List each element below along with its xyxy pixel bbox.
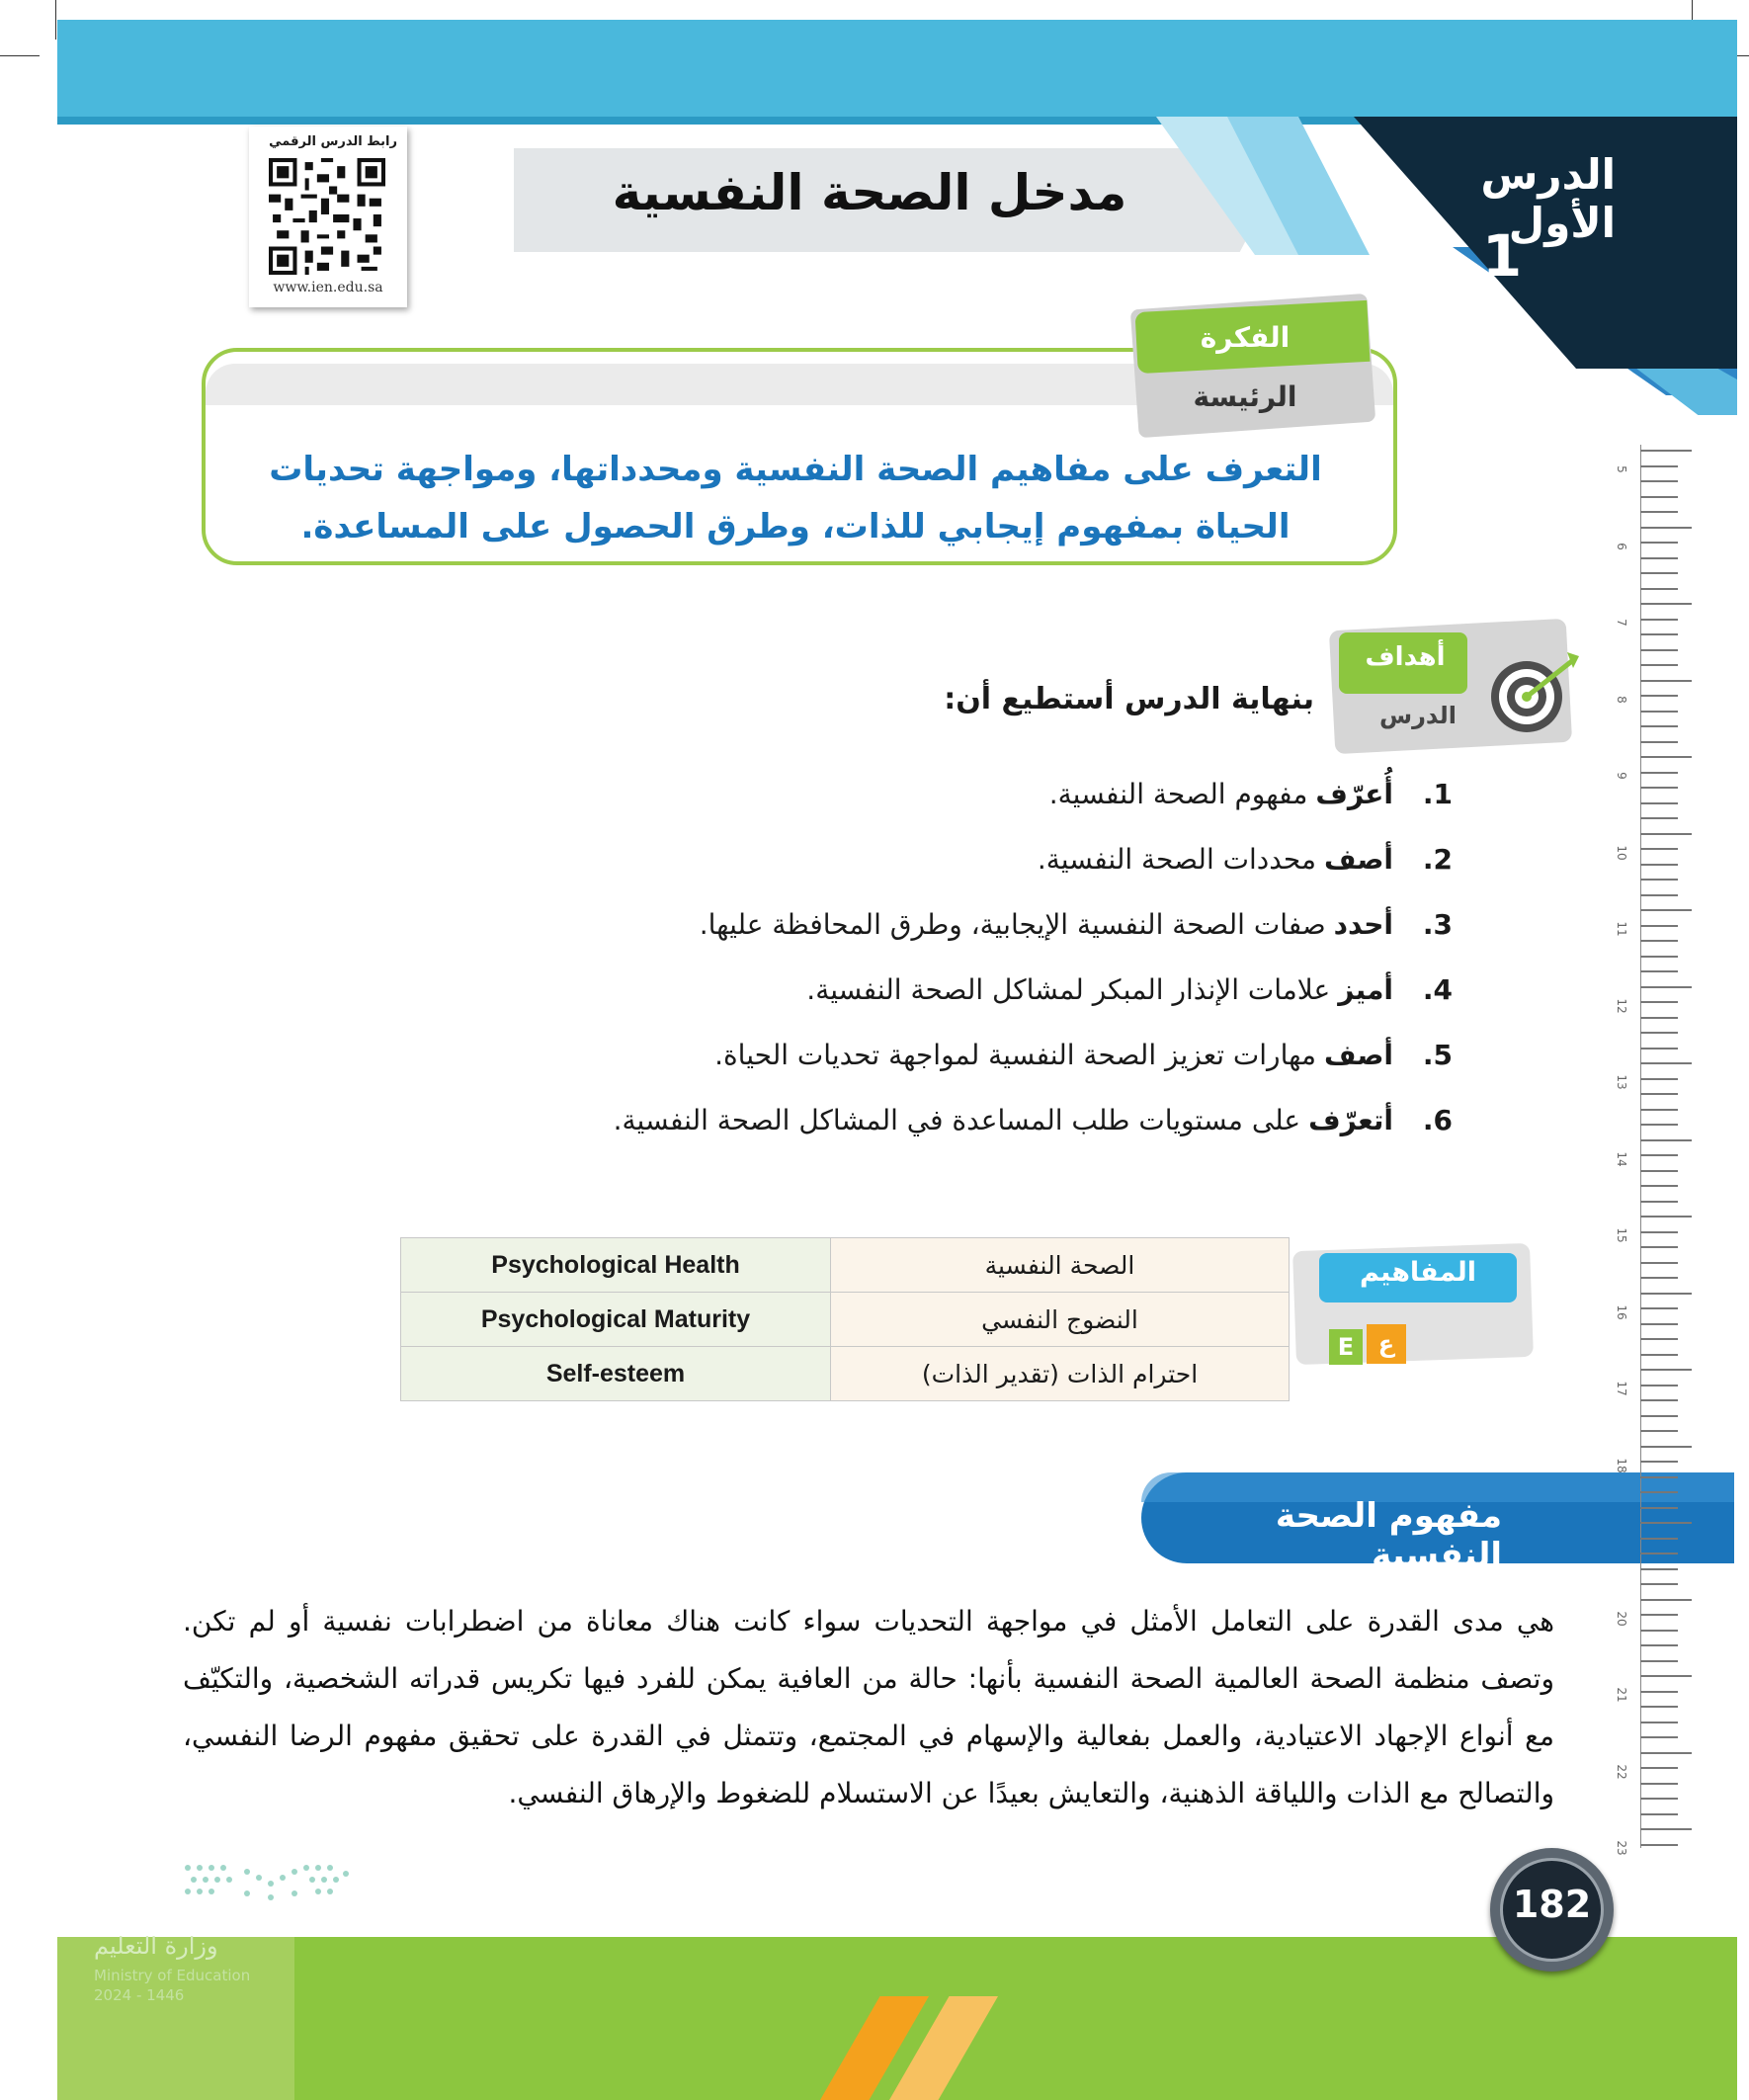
- concept-ar: احترام الذات (تقدير الذات): [831, 1347, 1290, 1401]
- concept-en: Psychological Health: [401, 1238, 831, 1293]
- concept-en: Psychological Maturity: [401, 1293, 831, 1347]
- ruler-tick: [1640, 1752, 1692, 1754]
- ruler-number: 5: [1615, 465, 1628, 473]
- ruler-tick: [1640, 1399, 1678, 1401]
- concepts-table: [400, 1237, 1290, 1401]
- ruler-tick: [1640, 695, 1678, 697]
- ruler-tick: [1640, 1461, 1678, 1463]
- goal-text: علامات الإنذار المبكر لمشاكل الصحة النفسية.: [806, 972, 1331, 1006]
- ruler-tick: [1640, 817, 1678, 819]
- ruler-tick: [1640, 725, 1678, 727]
- goal-verb: أصف: [1324, 1038, 1393, 1071]
- ministry-logo-icon: [178, 1858, 356, 1917]
- qr-caption: رابط الدرس الرقمي: [269, 134, 397, 149]
- goal-item: [553, 761, 1453, 826]
- goal-verb: أتعرّف: [1308, 1103, 1393, 1136]
- ruler-tick: [1640, 1844, 1678, 1846]
- ruler-tick: [1640, 557, 1678, 559]
- ruler-tick: [1640, 603, 1692, 605]
- goal-text: صفات الصحة النفسية الإيجابية، وطرق المحافظة عليها.: [699, 907, 1326, 941]
- ruler-tick: [1640, 711, 1678, 713]
- ruler-tick: [1640, 1691, 1678, 1693]
- qr-url: www.ien.edu.sa: [273, 280, 383, 295]
- main-idea-tag-label: الرئيسة: [1193, 380, 1297, 413]
- ruler-tick: [1640, 1630, 1678, 1632]
- ruler-tick: [1640, 1828, 1692, 1830]
- ruler-tick: [1640, 633, 1678, 635]
- footer-panel: [57, 1937, 294, 2100]
- ruler-tick: [1640, 940, 1678, 942]
- page-number: 182: [1512, 1883, 1592, 1926]
- ruler-number: 7: [1615, 619, 1628, 627]
- target-icon: [1482, 642, 1581, 741]
- english-badge-icon: E: [1329, 1329, 1363, 1365]
- ruler-tick: [1640, 1369, 1692, 1371]
- goal-number: 6.: [1422, 1103, 1453, 1136]
- ruler-tick: [1640, 756, 1692, 758]
- ruler-tick: [1640, 649, 1678, 651]
- goal-verb: أحدد: [1333, 907, 1393, 941]
- concept-ar: الصحة النفسية: [831, 1238, 1290, 1293]
- ruler-tick: [1640, 1767, 1678, 1769]
- page-title: مدخل الصحة النفسية: [612, 164, 1127, 221]
- ruler-tick: [1640, 1293, 1692, 1295]
- qr-code-icon[interactable]: [269, 158, 385, 275]
- goal-item: [553, 1022, 1453, 1087]
- ruler-number: 13: [1615, 1074, 1628, 1090]
- ruler-tick: [1640, 1124, 1678, 1126]
- ruler-tick: [1640, 956, 1678, 958]
- ruler-tick: [1640, 1583, 1678, 1585]
- ruler-number: 20: [1615, 1610, 1628, 1627]
- ruler-tick: [1640, 772, 1678, 774]
- ruler-tick: [1640, 664, 1678, 666]
- ruler-tick: [1640, 1430, 1678, 1432]
- edition-year: 2024 - 1446: [94, 1986, 185, 2004]
- ruler-tick: [1640, 1675, 1692, 1677]
- ruler-tick: [1640, 864, 1678, 866]
- ruler-number: 18: [1615, 1457, 1628, 1473]
- goals-tag-label: الدرس: [1378, 702, 1458, 729]
- arabic-badge-icon: ع: [1367, 1324, 1406, 1364]
- table-row: [401, 1238, 1290, 1293]
- goal-number: 4.: [1422, 972, 1453, 1006]
- ruler-number: 6: [1615, 542, 1628, 550]
- goal-number: 1.: [1422, 777, 1453, 810]
- ruler-tick: [1640, 1078, 1678, 1080]
- goals-list: [553, 761, 1453, 1152]
- ruler-tick: [1640, 909, 1692, 911]
- ruler-number: 22: [1615, 1763, 1628, 1780]
- goal-item: [553, 957, 1453, 1022]
- ruler-tick: [1640, 925, 1678, 927]
- ruler-tick: [1640, 848, 1678, 850]
- ruler-tick: [1640, 1338, 1678, 1340]
- goal-text: مفهوم الصحة النفسية.: [1048, 777, 1308, 810]
- ruler-tick: [1640, 1201, 1678, 1203]
- ruler-tick: [1640, 1599, 1692, 1601]
- ruler-tick: [1640, 1032, 1678, 1034]
- ruler-tick: [1640, 1491, 1678, 1493]
- ruler-tick: [1640, 1170, 1678, 1172]
- ruler-tick: [1640, 1262, 1678, 1264]
- goal-item: [553, 826, 1453, 891]
- ruler-tick: [1640, 1706, 1678, 1708]
- goal-number: 5.: [1422, 1038, 1453, 1071]
- ruler-tick: [1640, 1553, 1678, 1554]
- ruler-tick: [1640, 1722, 1678, 1723]
- ruler-tick: [1640, 1093, 1678, 1095]
- ruler-tick: [1640, 1538, 1678, 1540]
- ruler-tick: [1640, 1783, 1678, 1785]
- ruler-tick: [1640, 986, 1692, 988]
- ruler-tick: [1640, 1246, 1678, 1248]
- ruler-line: [1640, 445, 1641, 1848]
- ruler-tick: [1640, 1660, 1678, 1662]
- ruler-number: 10: [1615, 844, 1628, 861]
- ruler-tick: [1640, 1385, 1678, 1386]
- ruler-tick: [1640, 1354, 1678, 1356]
- goal-verb: أُعرّف: [1315, 777, 1393, 810]
- ruler-number: 16: [1615, 1303, 1628, 1320]
- ruler-number: 9: [1615, 772, 1628, 780]
- goal-text: محددات الصحة النفسية.: [1037, 842, 1316, 876]
- concepts-tag-label: المفاهيم: [1360, 1257, 1476, 1288]
- ruler-tick: [1640, 1415, 1678, 1417]
- ruler-tick: [1640, 1476, 1678, 1478]
- section-body: هي مدى القدرة على التعامل الأمثل في مواجهة التحديات سواء كانت هناك معاناة من اضطرابات نفسية أو لم تكن. وتصف منظمة الصحة العالمية الصحة النفسية بأنها: حالة من العافية يمكن للفرد فيها تكريس قدراته الشخصية، والتكيّف مع أنواع الإجهاد الاعتيادية، والعمل بفعالية والإسهام في المجتمع، وتتمثل في القدرة على تحقيق مفهوم الرضا النفسي، والتصالح مع الذات واللياقة الذهنية، والتعايش بعيدًا عن الاستسلام للضغوط والإرهاق النفسي.: [183, 1605, 1554, 1809]
- ruler-tick: [1640, 833, 1692, 835]
- ruler-tick: [1640, 970, 1678, 972]
- ruler-number: 23: [1615, 1840, 1628, 1856]
- ruler-tick: [1640, 511, 1678, 513]
- ruler-tick: [1640, 1185, 1678, 1187]
- ruler-tick: [1640, 1154, 1678, 1156]
- goal-number: 2.: [1422, 842, 1453, 876]
- ruler-tick: [1640, 1813, 1678, 1815]
- ruler-tick: [1640, 496, 1678, 498]
- ruler-tick: [1640, 879, 1678, 881]
- goal-item: [553, 1087, 1453, 1152]
- ruler-number: 21: [1615, 1687, 1628, 1703]
- goal-verb: أميز: [1338, 972, 1393, 1006]
- ruler-tick: [1640, 1507, 1678, 1509]
- goal-text: مهارات تعزيز الصحة النفسية لمواجهة تحديات الحياة.: [714, 1038, 1316, 1071]
- header-band: [57, 20, 1737, 117]
- ruler-tick: [1640, 741, 1678, 743]
- ruler-tick: [1640, 894, 1678, 896]
- ruler-tick: [1640, 1644, 1678, 1646]
- table-row: [401, 1293, 1290, 1347]
- ruler-tick: [1640, 542, 1678, 544]
- ruler-tick: [1640, 787, 1678, 789]
- ruler-number: 17: [1615, 1381, 1628, 1396]
- ruler-number: 11: [1615, 921, 1628, 937]
- ruler-tick: [1640, 1048, 1678, 1050]
- ruler-tick: [1640, 1323, 1678, 1325]
- ruler-tick: [1640, 1062, 1692, 1064]
- ruler-tick: [1640, 527, 1692, 529]
- goals-intro: بنهاية الدرس أستطيع أن:: [944, 682, 1314, 716]
- ruler-number: 12: [1615, 997, 1628, 1014]
- ruler-tick: [1640, 465, 1678, 467]
- crop-mark: [55, 0, 56, 40]
- lesson-label: الدرس الأول: [1480, 150, 1616, 247]
- ruler-tick: [1640, 1736, 1678, 1738]
- ruler-tick: [1640, 1139, 1692, 1141]
- crop-mark: [0, 55, 40, 56]
- ministry-name-en: Ministry of Education: [94, 1967, 251, 1984]
- ruler-tick: [1640, 1798, 1678, 1800]
- goal-item: [553, 891, 1453, 957]
- goal-text: على مستويات طلب المساعدة في المشاكل الصحة النفسية.: [613, 1103, 1301, 1136]
- lesson-number: 1: [1481, 222, 1523, 290]
- ruler-tick: [1640, 802, 1678, 804]
- ruler-number: 14: [1615, 1150, 1628, 1167]
- ruler-tick: [1640, 1231, 1678, 1233]
- section-title: مفهوم الصحة النفسية: [1275, 1496, 1502, 1575]
- concept-ar: النضوج النفسي: [831, 1293, 1290, 1347]
- ruler-tick: [1640, 1568, 1678, 1570]
- ruler-tick: [1640, 1277, 1678, 1279]
- ruler-tick: [1640, 1001, 1678, 1003]
- ruler-tick: [1640, 1216, 1692, 1218]
- ruler-number: 15: [1615, 1227, 1628, 1243]
- ruler-tick: [1640, 1522, 1692, 1524]
- ruler-tick: [1640, 1109, 1678, 1111]
- goal-verb: أصف: [1324, 842, 1393, 876]
- concept-en: Self-esteem: [401, 1347, 831, 1401]
- ruler-tick: [1640, 480, 1678, 482]
- ruler-tick: [1640, 1614, 1678, 1616]
- ruler-tick: [1640, 450, 1692, 452]
- goal-number: 3.: [1422, 907, 1453, 941]
- ruler-number: 8: [1615, 695, 1628, 704]
- goals-tag-label: أهداف: [1365, 642, 1446, 672]
- ruler-tick: [1640, 572, 1678, 574]
- ruler-tick: [1640, 680, 1692, 682]
- ruler-tick: [1640, 1017, 1678, 1019]
- table-row: [401, 1347, 1290, 1401]
- main-idea-text: التعرف على مفاهيم الصحة النفسية ومحدداتها، ومواجهة تحديات الحياة بمفهوم إيجابي للذات، وطرق الحصول على المساعدة.: [269, 450, 1322, 546]
- ministry-name-ar: وزارة التعليم: [94, 1932, 218, 1960]
- ruler-tick: [1640, 1307, 1678, 1309]
- ruler-tick: [1640, 1446, 1692, 1448]
- ruler-tick: [1640, 588, 1678, 590]
- ruler-tick: [1640, 619, 1678, 621]
- main-idea-tag-label: الفكرة: [1200, 321, 1291, 354]
